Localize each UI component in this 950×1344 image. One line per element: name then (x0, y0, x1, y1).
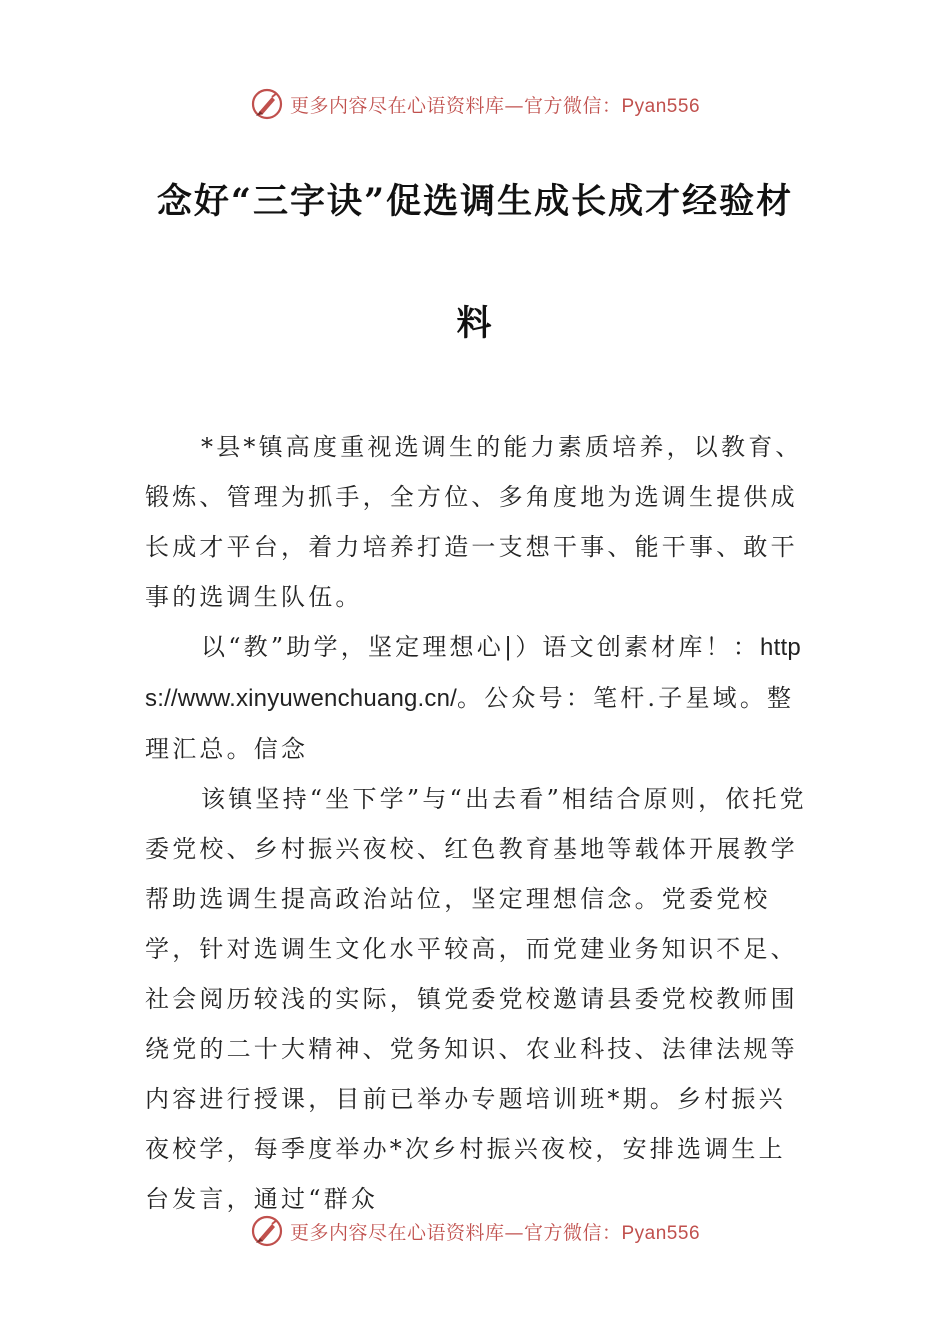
footer-watermark (0, 1211, 950, 1251)
pen-logo-icon (250, 1214, 284, 1248)
paragraph-detail: 该镇坚持“坐下学”与“出去看”相结合原则，依托党委党校、乡村振兴夜校、红色教育基地等载体开展教学帮助选调生提高政治站位，坚定理想信念。党委党校学，针对选调生文化水平较高，而党建业务知识不足、社会阅历较浅的实际，镇党委党校邀请县委党校教师围绕党的二十大精神、党务知识、农业科技、法律法规等内容进行授课，目前已举办专题培训班*期。乡村振兴夜校学，每季度举办*次乡村振兴夜校，安排选调生上台发言，通过“群众 (145, 785, 807, 1213)
source-link[interactable]: https://www.xinyuwenchuang.cn/ (145, 634, 801, 712)
document-body (145, 422, 810, 1224)
document-title-line-1: 念好“三字诀”促选调生成长成才经验材 (156, 181, 794, 222)
header-watermark (0, 84, 950, 124)
watermark-text: 更多内容尽在心语资料库—官方微信：Pyan556 (289, 1221, 701, 1244)
pen-logo-icon (250, 87, 284, 121)
paragraph-intro: *县*镇高度重视选调生的能力素质培养，以教育、锻炼、管理为抓手，全方位、多角度地为选调生提供成长成才平台，着力培养打造一支想干事、能干事、敢干事的选调生队伍。 (145, 433, 803, 611)
paragraph-teach: 以“教”助学，坚定理想心|）语文创素材库！：https://www.xinyuwenchuang.cn/。公众号：笔杆.子星域。整理汇总。信念 (145, 633, 801, 763)
watermark-text: 更多内容尽在心语资料库—官方微信：Pyan556 (289, 94, 701, 117)
document-title-line-2: 料 (456, 303, 494, 344)
